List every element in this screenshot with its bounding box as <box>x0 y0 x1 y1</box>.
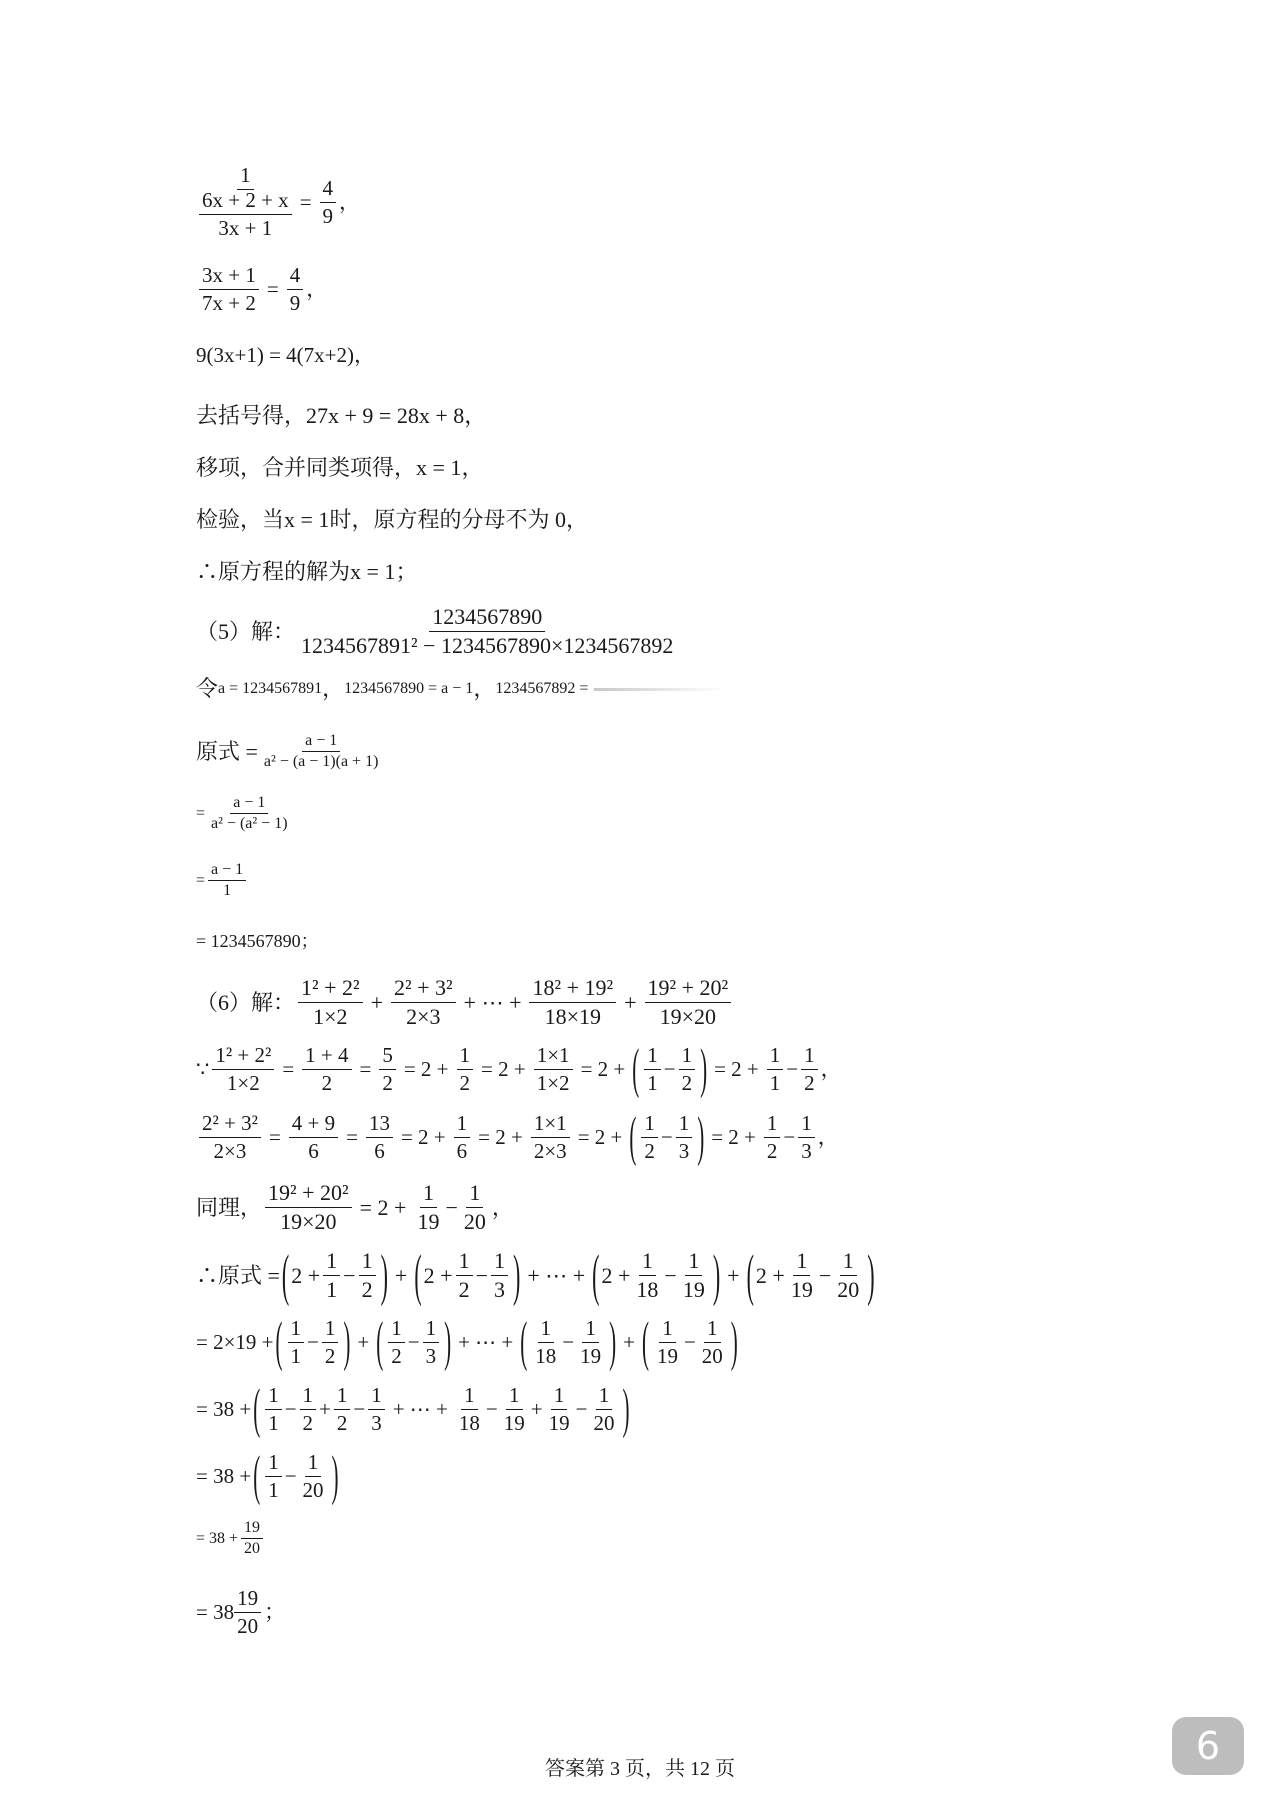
faded-text-region <box>594 688 724 691</box>
eq-line-20: = 38 + ( 1 1 − 1 2 + 1 2 − 1 3 + ⋯ + $\frac{1}{18}$ − 1 19 + 1 19 − 1 20 ) <box>196 1377 630 1440</box>
part-5-problem <box>196 606 679 657</box>
fraction: $\frac{a - 1}{\text{a² − (a − 1)(a + 1)}}$ <box>263 732 379 770</box>
eq-line-3: 9(3x+1) = 4(7x+2) ， <box>196 343 376 367</box>
fraction: 1234567890 1234567891² − 1234567890×1234567892 <box>301 604 674 658</box>
eq-line-16: $\frac{\text{2² + 3²}}{2\times 3}$ = $\frac{4 + 9}{6}$ = $\frac{13}{6}$ = 2 + $\frac{1}{6}$ = 2 + $\frac{1\times 1}{2\times 3}$ = 2 + ( 1 2 − 1 3 ) = 2 + $\frac{1}{2}$ − 1 3 ， <box>196 1113 839 1162</box>
page-number-badge: 6 <box>1172 1717 1244 1775</box>
fraction: $\frac{3x + 1}{7x + 2}$ <box>199 265 259 314</box>
eq-line-11: = $\frac{a - 1}{\text{a² − (a² − 1)}}$ <box>196 795 294 832</box>
eq-line-17: 同理， $\frac{\text{19² + 20²}}{19\times 20}$ = 2 + $\frac{1}{19}$ − 1 20 ， <box>196 1180 514 1234</box>
step-check: 检验，当 x = 1 时，原方程的分母不为 0， <box>196 507 588 532</box>
substitution-line: 令 a = 1234567891 ， 1234567890 = a − 1 ， 1234567892 = <box>196 678 724 700</box>
page-footer: 答案第 3 页，共 12 页 <box>545 1758 735 1780</box>
part-6-problem: （6）解： 1² + 2² 1×2 + $\frac{\text{2² + 3²}}{2\times 3}$ + ⋯ + $\frac{\text{18² + 19²}}{18\times 19}$ + $\frac{\text{19² + 20²}}{19\times 20}$ <box>196 977 734 1028</box>
equation: 9(3x+1) = 4(7x+2) <box>196 343 355 367</box>
eq-line-12: = $\frac{a - 1}{1}$ <box>196 862 249 899</box>
step-solution: ∴原方程的解为 x = 1 ； <box>196 559 418 584</box>
eq-line-21: = 38 + ( 1 1 − 1 20 ) <box>196 1444 339 1507</box>
eq-line-2: $\frac{3x + 1}{7x + 2}$ = $\frac{4}{9}$ ， <box>196 265 327 314</box>
eq-line-19: = 2×19 + ( 1 1 − 1 2 ) + ( 1 2 − 1 3 ) + ⋯ + ( 1 18 − 1 19 ) + ( 1 19 − 1 20 ) <box>196 1310 738 1373</box>
part-label: （5）解： <box>196 618 296 644</box>
complex-fraction: $\frac{1}{\frac{6x + 2 + x}{3x + 1}}$ <box>199 165 292 239</box>
step-combine: 移项，合并同类项得， x = 1 ， <box>196 455 484 480</box>
part-label: （6）解： <box>196 989 296 1015</box>
fraction: $\frac{4}{9}$ <box>320 178 337 227</box>
fraction: $\frac{a - 1}{1}$ <box>208 862 246 899</box>
fraction: $\frac{a - 1}{\text{a² − (a² − 1)}}$ <box>211 794 288 832</box>
eq-line-10: 原式 = $\frac{a - 1}{\text{a² − (a − 1)(a + 1)}}$ <box>196 733 384 770</box>
eq-line-22: = 38 + $\frac{19}{20}$ <box>196 1520 266 1557</box>
eq-line-15: ∵ $\frac{\text{1² + 2²}}{1\times 2}$ = $\frac{1 + 4}{2}$ = $\frac{5}{2}$ = 2 + $\frac{1}{2}$ = 2 + $\frac{1\times 1}{1\times 2}$ = 2 + ( 1 1 − 1 2 ) = 2 + $\frac{1}{1}$ − 1 2 ， <box>196 1037 842 1100</box>
eq-line-23: = 38 19 20 ； <box>196 1586 286 1638</box>
eq-line-18: ∴原式 = ( 2 + 1 1 − 1 2 ) + ( 2 + 1 2 − 1 3 ) + ⋯ + ( 2 + 1 18 − 1 19 ) + ( 2 + 1 19 − 1 20 ) <box>196 1241 875 1307</box>
fraction: $\frac{4}{9}$ <box>287 265 304 314</box>
step-expand: 去括号得， 27x + 9 = 28x + 8 ， <box>196 403 487 428</box>
eq-line-13: = 1234567890； <box>196 931 319 951</box>
eq-line-1: $\frac{1}{\frac{6x + 2 + x}{3x + 1}}$ = $\frac{4}{9}$ ， <box>196 165 360 239</box>
